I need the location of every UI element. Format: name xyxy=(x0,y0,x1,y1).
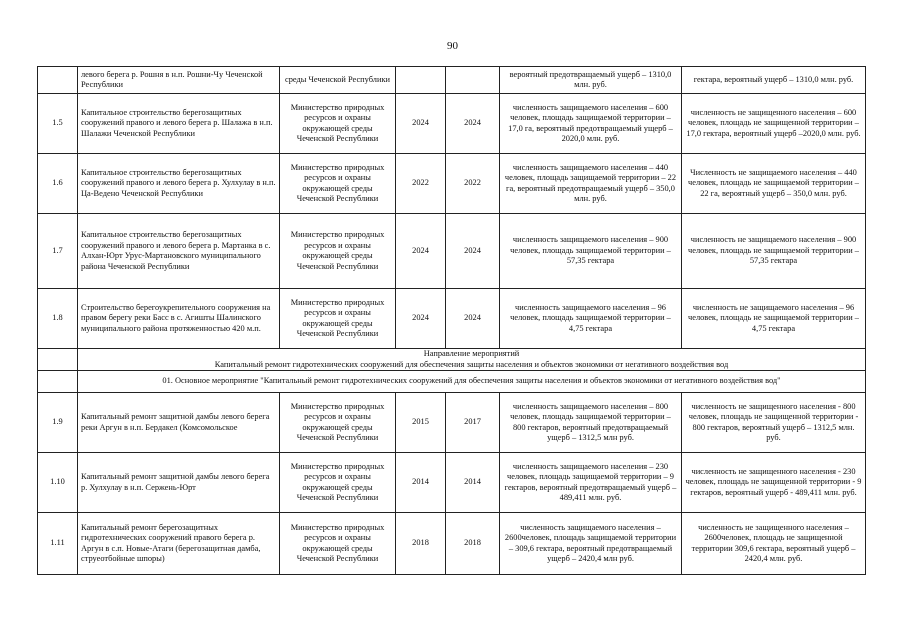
page-number: 90 xyxy=(447,40,458,52)
start-year: 2015 xyxy=(396,393,446,453)
row-number: 1.5 xyxy=(38,94,78,154)
measure-name: Капитальный ремонт берегозащитных гидротехнических сооружений правого берега р. Аргун в с.п. Новые-Атаги (берегозащитная дамба, струеотбойные шпоры) xyxy=(78,513,280,575)
row-number xyxy=(38,67,78,94)
expected-result: численность защищаемого населения – 600 человек, площадь защищаемой территории – 17,0 га, вероятный предотвращаемый ущерб – 2020,0 млн. руб. xyxy=(500,94,682,154)
expected-result: численность защищаемого населения – 96 человек, площадь защищаемой территории – 4,75 гектара xyxy=(500,289,682,349)
start-year: 2024 xyxy=(396,94,446,154)
expected-result: численность защищаемого населения – 900 человек, площадь защищаемой территории – 57,35 гектара xyxy=(500,214,682,289)
measure-name: Строительство берегоукрепительного сооружения на правом берегу реки Басс в с. Агишты Шалинского муниципального района протяженностью 420 м.п. xyxy=(78,289,280,349)
measure-name: Капитальный ремонт защитной дамбы левого берега реки Аргун в н.п. Бердакел (Комсомольское xyxy=(78,393,280,453)
consequences: численность не защищенного населения - 230 человек, площадь не защищенной территории - 9 гектаров, вероятный ущерб - 489,411 млн. руб. xyxy=(682,453,866,513)
consequences: Численность не защищаемого населения – 440 человек, площадь не защищаемой территории – 22 га, вероятный ущерб – 350,0 млн. руб. xyxy=(682,154,866,214)
table-row xyxy=(38,94,866,154)
end-year: 2024 xyxy=(446,289,500,349)
responsible-executor: Министерство природных ресурсов и охраны окружающей среды Чеченской Республики xyxy=(280,214,396,289)
table-row xyxy=(38,393,866,453)
consequences: гектара, вероятный ущерб – 1310,0 млн. руб. xyxy=(682,67,866,94)
responsible-executor: Министерство природных ресурсов и охраны окружающей среды Чеченской Республики xyxy=(280,453,396,513)
measures-table xyxy=(37,66,866,575)
section-row xyxy=(38,349,866,371)
measure-name: левого берега р. Рошня в н.п. Рошни-Чу Чеченской Республики xyxy=(78,67,280,94)
blank-cell xyxy=(38,371,78,393)
table-row xyxy=(38,453,866,513)
measure-name: Капитальный ремонт защитной дамбы левого берега р. Хулхулау в н.п. Сержень-Юрт xyxy=(78,453,280,513)
end-year: 2017 xyxy=(446,393,500,453)
table-row xyxy=(38,214,866,289)
measure-name: Капитальное строительство берегозащитных сооружений правого и левого берега р. Шалажа в н.п. Шалажи Чеченской Республики xyxy=(78,94,280,154)
table-row xyxy=(38,289,866,349)
consequences: численность не защищенного населения - 800 человек, площадь не защищенной территории - 800 гектаров, вероятный ущерб – 1312,5 млн. руб. xyxy=(682,393,866,453)
responsible-executor: Министерство природных ресурсов и охраны окружающей среды Чеченской Республики xyxy=(280,289,396,349)
blank-cell xyxy=(38,349,78,371)
start-year: 2024 xyxy=(396,289,446,349)
measure-name: Капитальное строительство берегозащитных сооружений правого и левого берега р. Мартанка в с. Алхан-Юрт Урус-Мартановского муниципального района Чеченской Республики xyxy=(78,214,280,289)
table-row xyxy=(38,67,866,94)
direction-heading xyxy=(78,349,866,371)
responsible-executor: среды Чеченской Республики xyxy=(280,67,396,94)
expected-result: численность защищаемого населения – 2600человек, площадь защищаемой территории – 309,6 гектара, вероятный предотвращаемый ущерб – 2420,4 млн руб. xyxy=(500,513,682,575)
end-year: 2024 xyxy=(446,94,500,154)
row-number: 1.10 xyxy=(38,453,78,513)
end-year: 2024 xyxy=(446,214,500,289)
start-year: 2022 xyxy=(396,154,446,214)
expected-result: численность защищаемого населения – 440 человек, площадь защищаемой территории – 22 га, вероятный предотвращаемый ущерб – 350,0 млн. руб. xyxy=(500,154,682,214)
consequences: численность не защищенного населения – 600 человек, площадь не защищенной территории – 17,0 гектара, вероятный ущерб –2020,0 млн. руб. xyxy=(682,94,866,154)
end-year: 2014 xyxy=(446,453,500,513)
expected-result: вероятный предотвращаемый ущерб – 1310,0 млн. руб. xyxy=(500,67,682,94)
end-year: 2018 xyxy=(446,513,500,575)
responsible-executor: Министерство природных ресурсов и охраны окружающей среды Чеченской Республики xyxy=(280,393,396,453)
responsible-executor: Министерство природных ресурсов и охраны окружающей среды Чеченской Республики xyxy=(280,154,396,214)
responsible-executor: Министерство природных ресурсов и охраны окружающей среды Чеченской Республики xyxy=(280,94,396,154)
main-event-heading: 01. Основное мероприятие "Капитальный ремонт гидротехнических сооружений для обеспечения защиты населения и объектов экономики от негативного воздействия вод" xyxy=(78,371,866,393)
table-row xyxy=(38,154,866,214)
direction-text: Капитальный ремонт гидротехнических сооружений для обеспечения защиты населения и объектов экономики от негативного воздействия вод xyxy=(214,359,729,369)
end-year xyxy=(446,67,500,94)
direction-title: Направление мероприятий xyxy=(423,349,520,358)
row-number: 1.11 xyxy=(38,513,78,575)
row-number: 1.7 xyxy=(38,214,78,289)
row-number: 1.8 xyxy=(38,289,78,349)
table-row xyxy=(38,513,866,575)
start-year xyxy=(396,67,446,94)
end-year: 2022 xyxy=(446,154,500,214)
row-number: 1.6 xyxy=(38,154,78,214)
row-number: 1.9 xyxy=(38,393,78,453)
consequences: численность не защищаемого населения – 900 человек, площадь не защищаемой территории – 57,35 гектара xyxy=(682,214,866,289)
measure-name: Капитальное строительство берегозащитных сооружений правого и левого берега р. Хулхулау в н.п. Ца-Ведено Чеченской Республики xyxy=(78,154,280,214)
consequences: численность не защищенного населения –2600человек, площадь не защищенной территории 309,6 гектара, вероятный ущерб – 2420,4 млн. руб. xyxy=(682,513,866,575)
consequences: численность не защищаемого населения – 96 человек, площадь не защищаемой территории – 4,75 гектара xyxy=(682,289,866,349)
expected-result: численность защищаемого населения – 800 человек, площадь защищаемой территории – 800 гектаров, вероятный предотвращаемый ущерб – 1312,5 млн руб. xyxy=(500,393,682,453)
section-row xyxy=(38,371,866,393)
start-year: 2018 xyxy=(396,513,446,575)
expected-result: численность защищаемого населения – 230 человек, площадь защищаемой территории – 9 гектаров, вероятный предотвращаемый ущерб – 489,411 млн. руб. xyxy=(500,453,682,513)
start-year: 2014 xyxy=(396,453,446,513)
responsible-executor: Министерство природных ресурсов и охраны окружающей среды Чеченской Республики xyxy=(280,513,396,575)
start-year: 2024 xyxy=(396,214,446,289)
